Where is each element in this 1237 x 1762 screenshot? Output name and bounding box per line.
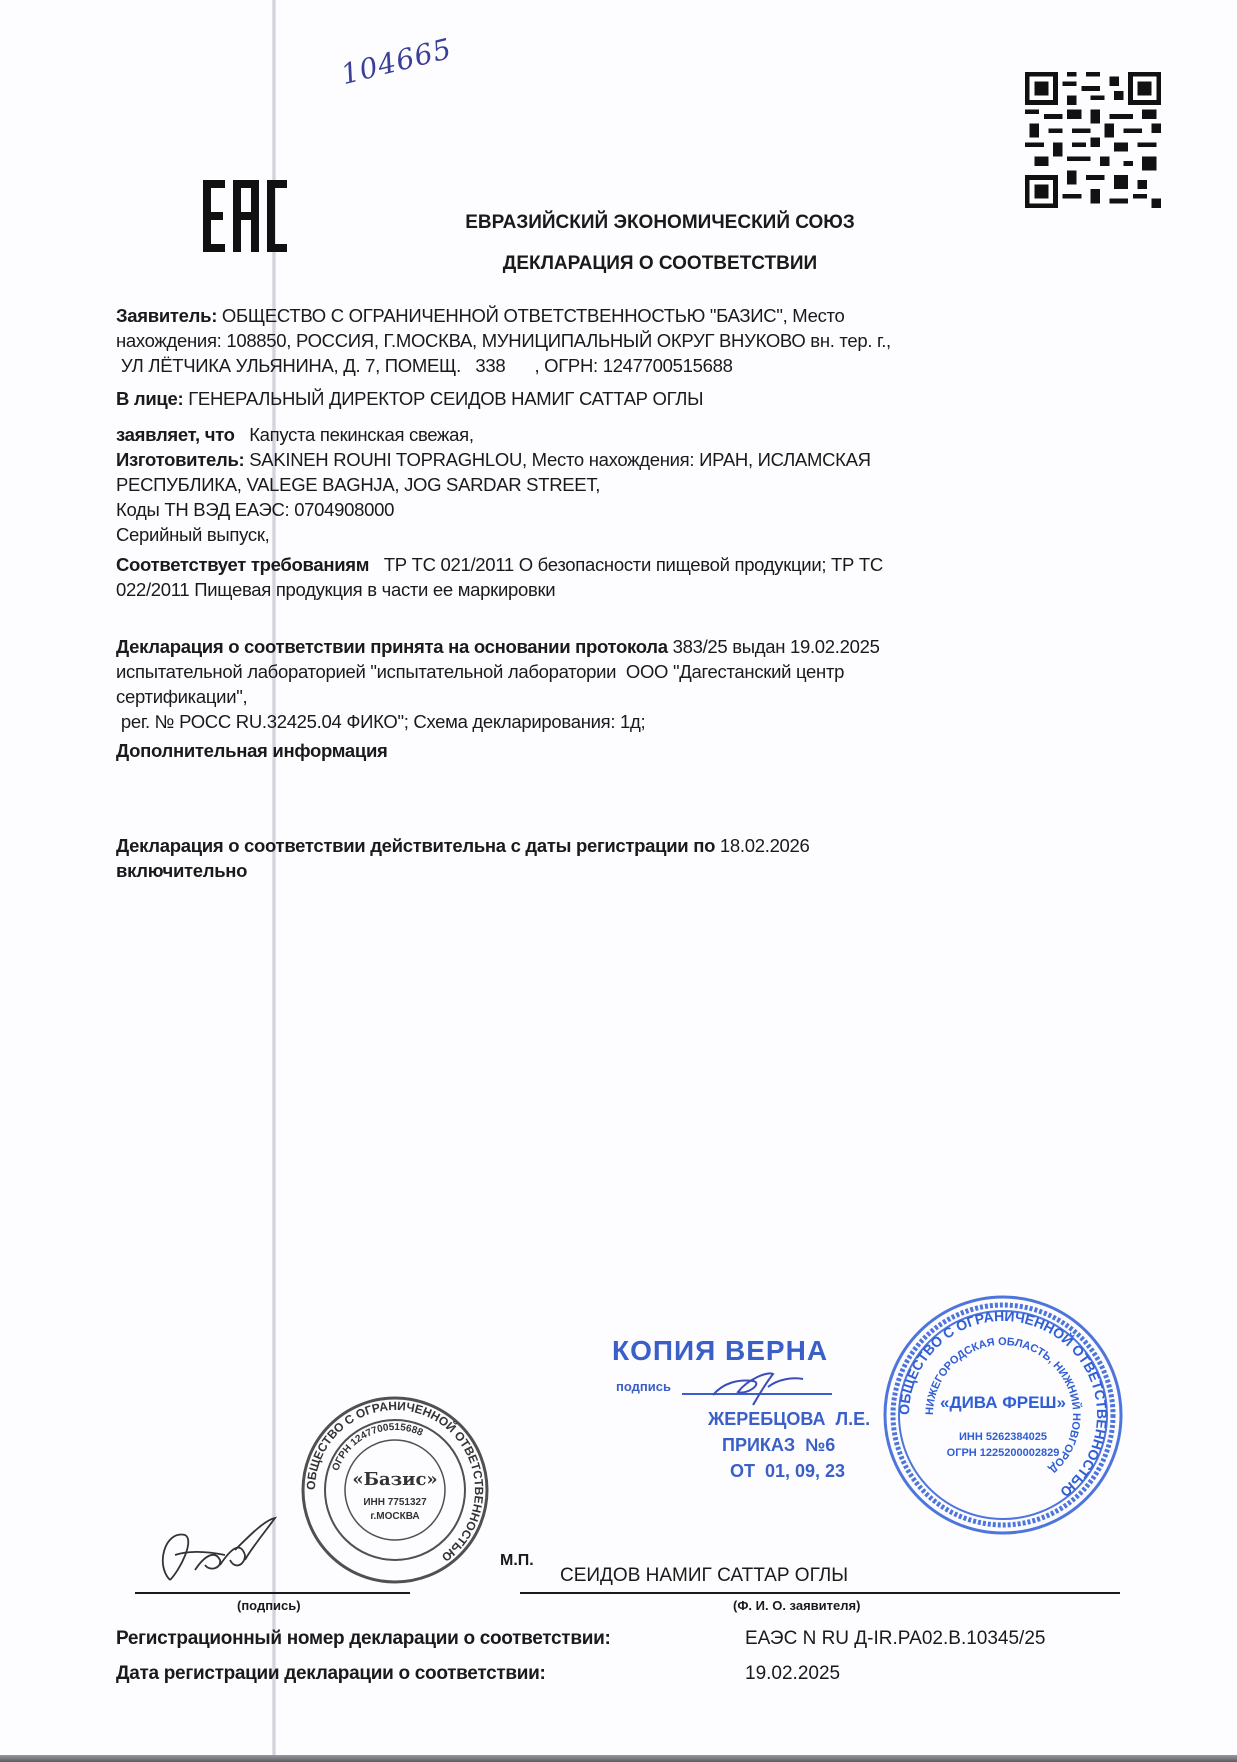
- basis-line1: 383/25 выдан 19.02.2025: [667, 636, 880, 657]
- represented-by-value: ГЕНЕРАЛЬНЫЙ ДИРЕКТОР СЕИДОВ НАМИГ САТТАР ОГЛЫ: [183, 388, 704, 409]
- bazis-center-text: «Базис»: [352, 1469, 438, 1490]
- copy-stamp-order: ПРИКАЗ №6: [722, 1435, 836, 1455]
- document-title: ДЕКЛАРАЦИЯ О СООТВЕТСТВИИ: [502, 253, 818, 274]
- copy-stamp-date: ОТ 01, 09, 23: [730, 1461, 846, 1481]
- basis-label: Декларация о соответствии принята на основании протокола: [116, 636, 668, 657]
- diva-ogrn: ОГРН 1225200002829: [946, 1447, 1060, 1459]
- basis-line3: сертификации",: [116, 686, 248, 707]
- round-stamp-diva-fresh: [878, 1290, 1128, 1540]
- bazis-city: г.МОСКВА: [370, 1511, 420, 1522]
- validity-suffix: включительно: [116, 860, 248, 881]
- diva-outer-text: ОБЩЕСТВО С ОГРАНИЧЕННОЙ ОТВЕТСТВЕННОСТЬЮ: [895, 1307, 1111, 1501]
- manufacturer-line2: РЕСПУБЛИКА, VALEGE BAGHJA, JOG SARDAR STREET,: [116, 474, 601, 495]
- represented-by: [116, 386, 1116, 411]
- basis-line2: испытательной лабораторией "испытательной лаборатории ООО "Дагестанский центр: [116, 661, 845, 682]
- header-union: ЕВРАЗИЙСКИЙ ЭКОНОМИЧЕСКИЙ СОЮЗ: [465, 212, 855, 233]
- validity-date: 18.02.2026: [715, 835, 810, 856]
- bazis-inn: ИНН 7751327: [363, 1497, 427, 1508]
- eac-logo: [203, 180, 287, 252]
- declaration-section: [116, 422, 1116, 547]
- copy-stamp-title: КОПИЯ ВЕРНА: [612, 1335, 829, 1366]
- compliance-line2: 022/2011 Пищевая продукция в части ее маркировки: [116, 579, 556, 600]
- additional-info-label: Дополнительная информация: [116, 740, 388, 761]
- registration-number-label: Регистрационный номер декларации о соответствии:: [116, 1628, 611, 1649]
- applicant-line2: нахождения: 108850, РОССИЯ, Г.МОСКВА, МУНИЦИПАЛЬНЫЙ ОКРУГ ВНУКОВО вн. тер. г.,: [116, 330, 891, 351]
- diva-middle-text: НИЖЕГОРОДСКАЯ ОБЛАСТЬ, НИЖНИЙ НОВГОРОД: [923, 1335, 1083, 1475]
- basis-line4: рег. № РОСС RU.32425.04 ФИКО"; Схема декларирования: 1д;: [116, 711, 646, 732]
- serial-production: Серийный выпуск,: [116, 524, 270, 545]
- hs-codes: Коды ТН ВЭД ЕАЭС: 0704908000: [116, 499, 395, 520]
- diva-center-text: «ДИВА ФРЕШ»: [940, 1393, 1066, 1412]
- diva-inn: ИНН 5262384025: [958, 1431, 1048, 1443]
- registration-number-value: ЕАЭС N RU Д-IR.РА02.В.10345/25: [745, 1628, 1046, 1649]
- bazis-ogrn: ОГРН 1247700515688: [330, 1421, 425, 1473]
- applicant-signature: [150, 1510, 290, 1590]
- basis-section: [116, 634, 1116, 763]
- name-caption: (Ф. И. О. заявителя): [733, 1598, 861, 1613]
- applicant-label: Заявитель:: [116, 305, 218, 326]
- signature-caption: (подпись): [237, 1598, 301, 1613]
- applicant-section: [116, 303, 1116, 378]
- declares-label: заявляет, что: [116, 424, 235, 445]
- copy-certified-stamp: [612, 1335, 871, 1495]
- applicant-name: СЕИДОВ НАМИГ САТТАР ОГЛЫ: [560, 1565, 849, 1586]
- qr-code: [1024, 72, 1162, 208]
- seal-place-label: М.П.: [500, 1552, 534, 1569]
- applicant-line1: ОБЩЕСТВО С ОГРАНИЧЕННОЙ ОТВЕТСТВЕННОСТЬЮ "БАЗИС", Место: [217, 305, 845, 326]
- copy-stamp-signature-label: подпись: [616, 1379, 671, 1394]
- signature-line: [135, 1592, 410, 1594]
- product-name: Капуста пекинская свежая,: [234, 424, 474, 445]
- validity-section: [116, 833, 1116, 883]
- registration-date-value: 19.02.2025: [745, 1663, 841, 1684]
- handwritten-number: 104665: [337, 31, 456, 92]
- bazis-outer-text: ОБЩЕСТВО С ОГРАНИЧЕННОЙ ОТВЕТСТВЕННОСТЬЮ: [303, 1398, 487, 1565]
- applicant-line3: УЛ ЛЁТЧИКА УЛЬЯНИНА, Д. 7, ПОМЕЩ. 338 , ОГРН: 1247700515688: [116, 355, 733, 376]
- manufacturer-label: Изготовитель:: [116, 449, 245, 470]
- copy-stamp-signature: [708, 1365, 818, 1407]
- round-stamp-bazis: [300, 1395, 490, 1585]
- name-line: [520, 1592, 1120, 1594]
- compliance-section: [116, 552, 1116, 602]
- registration-date-label: Дата регистрации декларации о соответствии:: [116, 1663, 546, 1684]
- compliance-label: Соответствует требованиям: [116, 554, 370, 575]
- validity-label: Декларация о соответствии действительна с даты регистрации по: [116, 835, 716, 856]
- compliance-line1: ТР ТС 021/2011 О безопасности пищевой продукции; ТР ТС: [369, 554, 883, 575]
- copy-stamp-name: ЖЕРЕБЦОВА Л.Е.: [708, 1409, 871, 1429]
- scan-bottom-edge: [0, 1755, 1237, 1762]
- represented-by-label: В лице:: [116, 388, 184, 409]
- manufacturer-line1: SAKINEH ROUHI TOPRAGHLOU, Место нахождения: ИРАН, ИСЛАМСКАЯ: [244, 449, 871, 470]
